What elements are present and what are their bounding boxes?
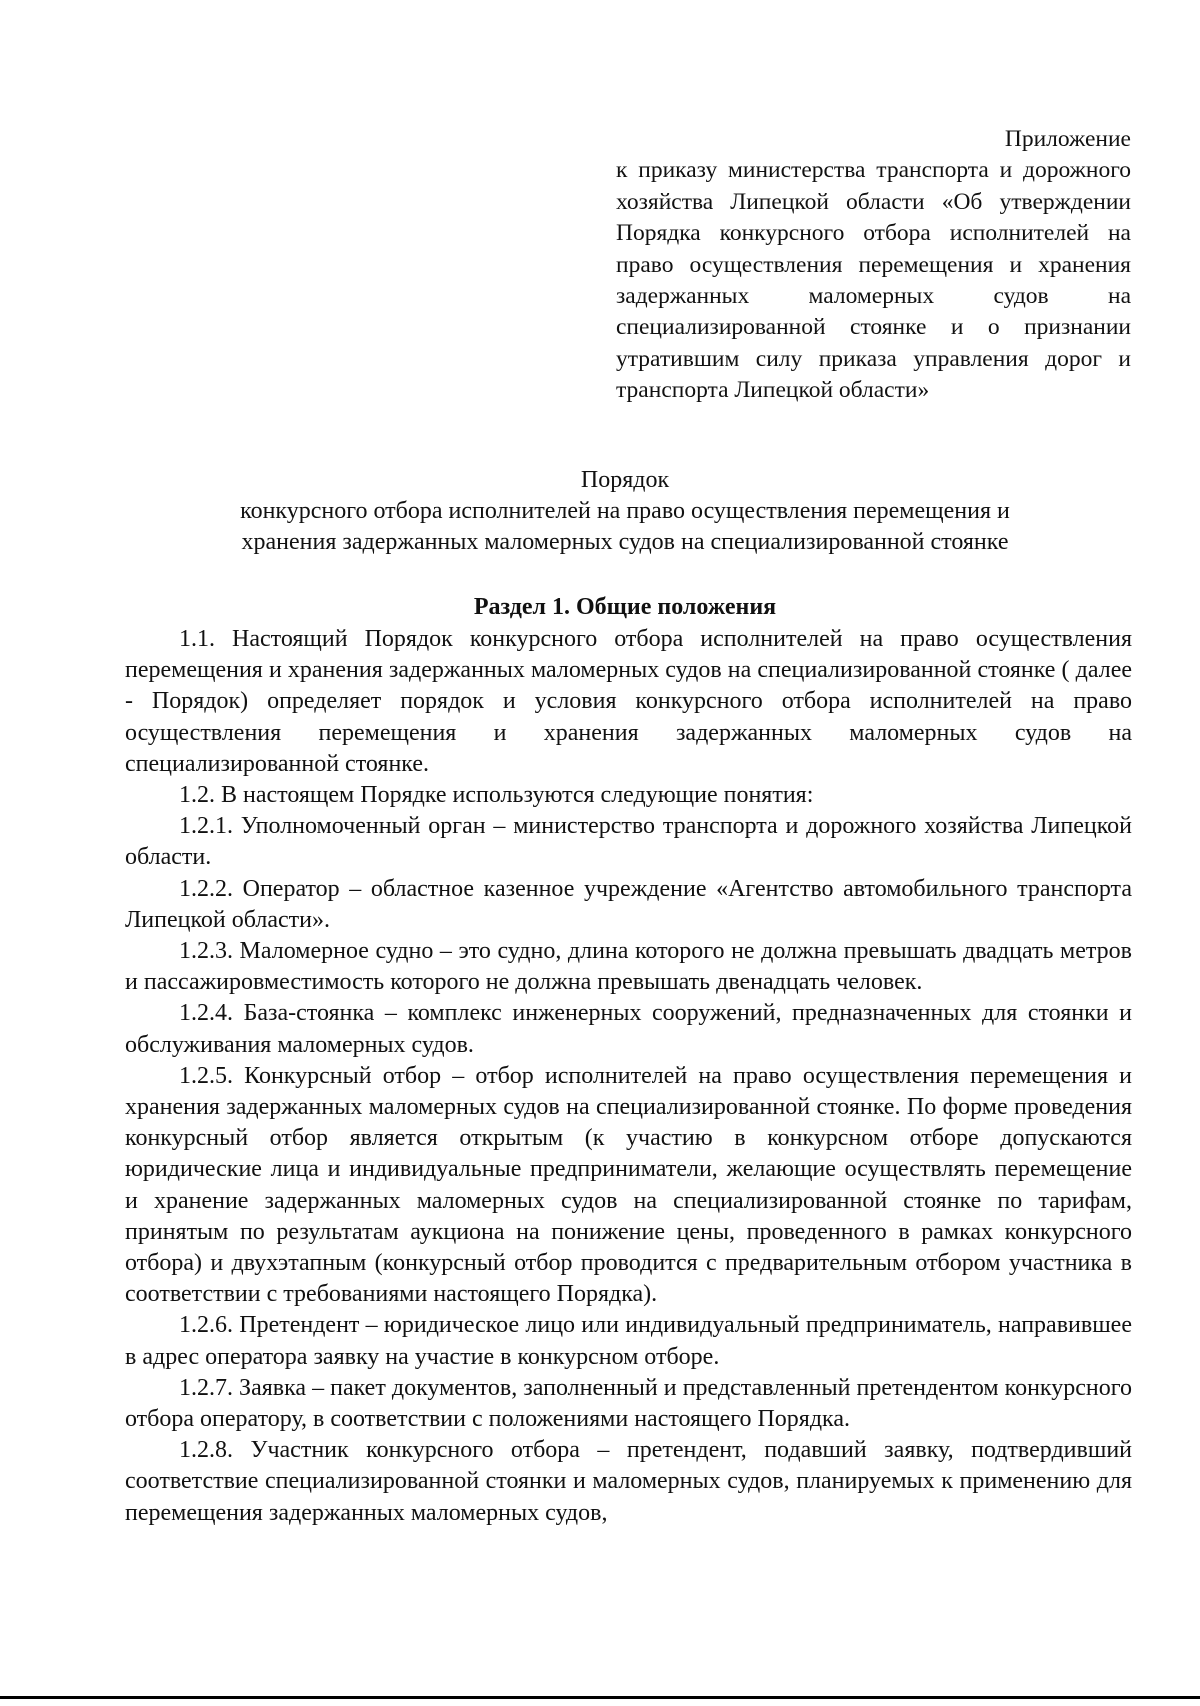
document-title [120, 465, 1130, 558]
paragraph-1-2-1: 1.2.1. Уполномоченный орган – министерство транспорта и дорожного хозяйства Липецкой области. [125, 813, 1132, 871]
paragraph-1-2-6: 1.2.6. Претендент – юридическое лицо или индивидуальный предприниматель, направившее в адрес оператора заявку на участие в конкурсном отборе. [125, 1312, 1132, 1370]
appendix-text: к приказу министерства транспорта и дорожного хозяйства Липецкой области «Об утверждении Порядка конкурсного отбора исполнителей на право осуществления перемещения и хранения задержанных маломерных судов на специализированной стоянке и о признании утратившим силу приказа управления дорог и транспорта Липецкой области» [616, 157, 1131, 404]
document-title-line: Порядок [580, 467, 670, 493]
paragraph-1-2-4: 1.2.4. База-стоянка – комплекс инженерных сооружений, предназначенных для стоянки и обслуживания маломерных судов. [125, 1000, 1132, 1058]
appendix-title: Приложение [1004, 126, 1131, 152]
appendix-block [616, 124, 1131, 407]
paragraph-1-2-5: 1.2.5. Конкурсный отбор – отбор исполнителей на право осуществления перемещения и хранения задержанных маломерных судов на специализированной стоянке. По форме проведения конкурсный отбор является открытым (к участию в конкурсном отборе допускаются юридические лица и индивидуальные предприниматели, желающие осуществлять перемещение и хранение задержанных маломерных судов на специализированной стоянке по тарифам, принятым по результатам аукциона на понижение цены, проведенного в рамках конкурсного отбора) и двухэтапным (конкурсный отбор проводится с предварительным отбором участника в соответствии с требованиями настоящего Порядка). [125, 1062, 1132, 1308]
paragraph-1-2: 1.2. В настоящем Порядке используются следующие понятия: [179, 782, 814, 809]
paragraph-1-2-3: 1.2.3. Маломерное судно – это судно, длина которого не должна превышать двадцать метров и пассажировместимость которого не должна превышать двенадцать человек. [125, 938, 1132, 996]
page-bottom-rule [0, 1696, 1200, 1699]
section-heading: Раздел 1. Общие положения [473, 594, 777, 620]
paragraph-1-1: 1.1. Настоящий Порядок конкурсного отбора исполнителей на право осуществления перемещения и хранения задержанных маломерных судов на специализированной стоянке ( далее - Порядок) определяет порядок и условия конкурсного отбора исполнителей на право осуществления перемещения и хранения задержанных маломерных судов на специализированной стоянке. [125, 626, 1132, 777]
document-body [125, 624, 1132, 1529]
document-title-line: конкурсного отбора исполнителей на право осуществления перемещения и [240, 498, 1010, 524]
paragraph-1-2-2: 1.2.2. Оператор – областное казенное учреждение «Агентство автомобильного транспорта Липецкой области». [125, 875, 1132, 933]
document-title-line: хранения задержанных маломерных судов на специализированной стоянке [241, 529, 1009, 555]
paragraph-1-2-7: 1.2.7. Заявка – пакет документов, заполненный и представленный претендентом конкурсного отбора оператору, в соответствии с положениями настоящего Порядка. [125, 1374, 1132, 1433]
paragraph-1-2-8: 1.2.8. Участник конкурсного отбора – претендент, подавший заявку, подтвердивший соответствие специализированной стоянки и маломерных судов, планируемых к применению для перемещения задержанных маломерных судов, [125, 1437, 1132, 1526]
